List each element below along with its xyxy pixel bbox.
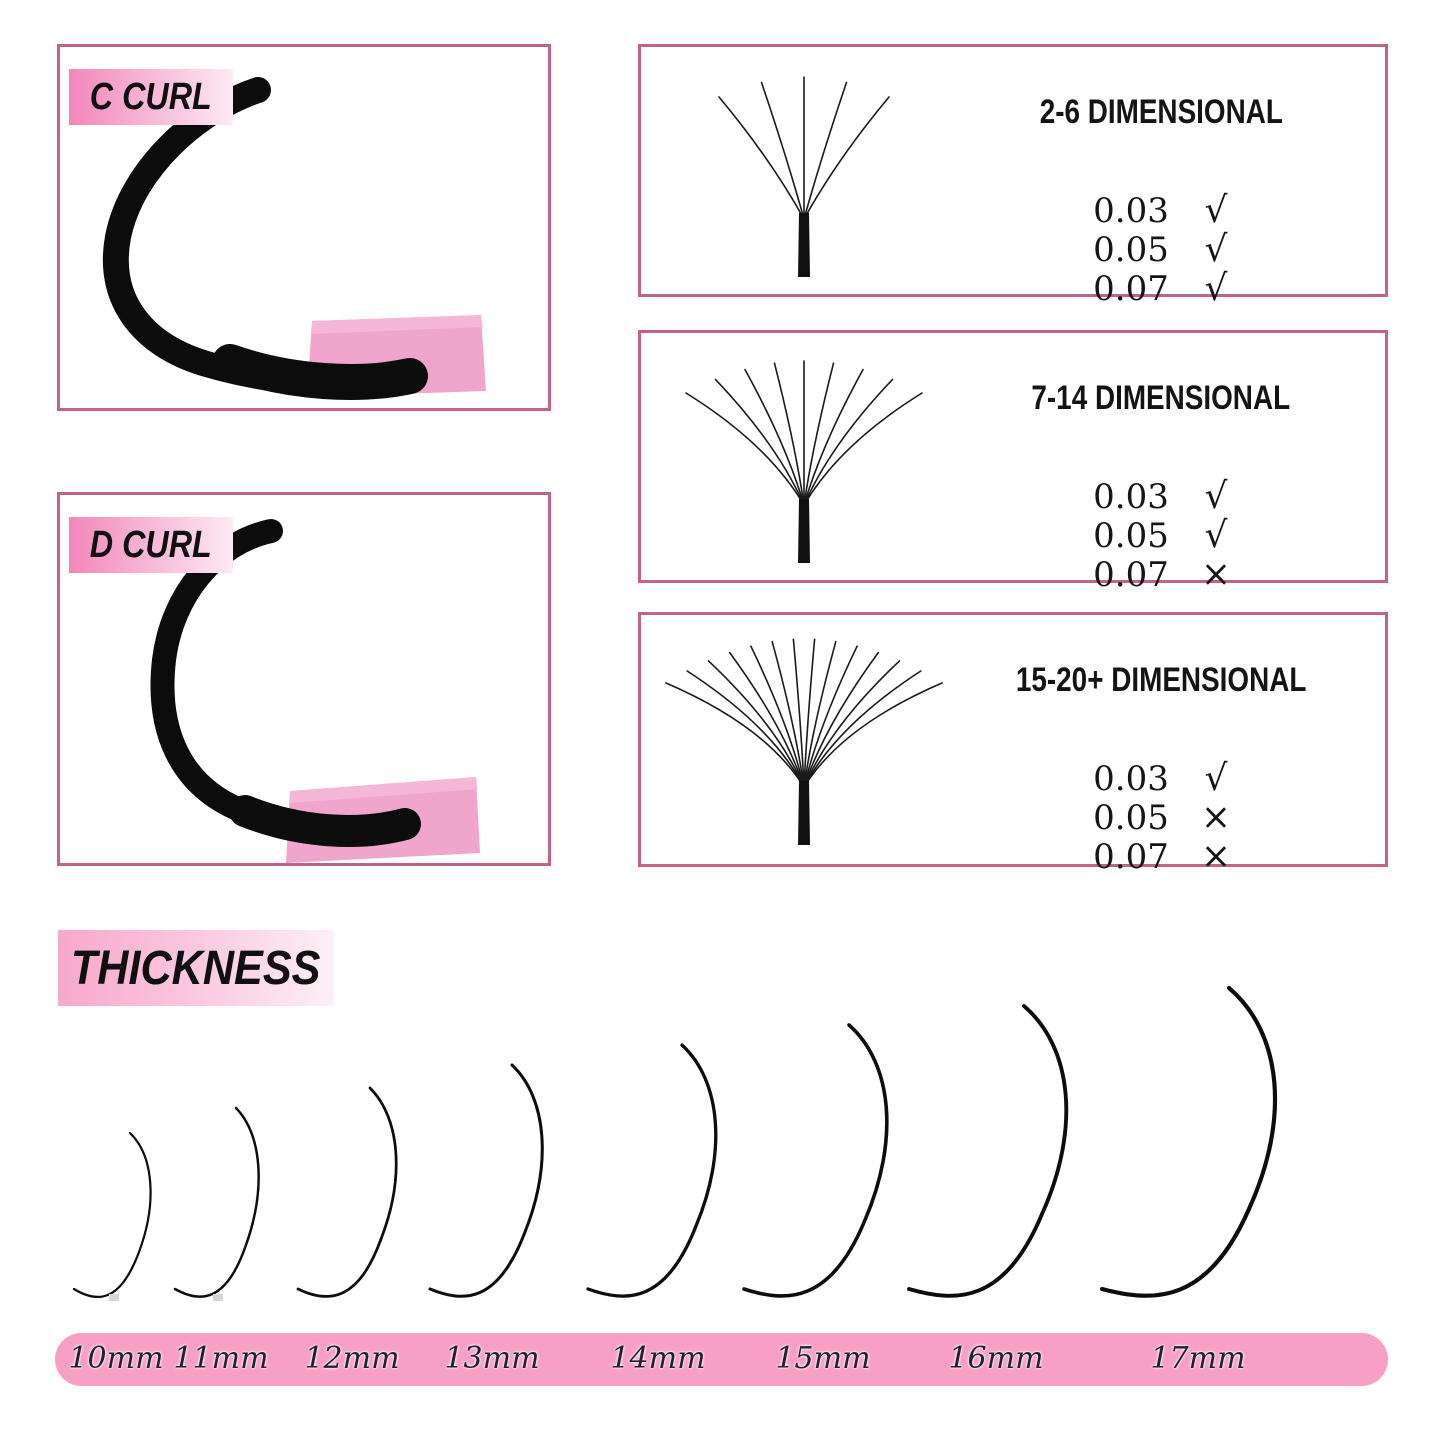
c-curl-card [57, 44, 551, 411]
availability-mark: √ [1204, 515, 1228, 556]
availability-mark: √ [1204, 758, 1228, 799]
availability-mark: × [1200, 836, 1232, 877]
thickness-row [951, 759, 1371, 798]
d-curl-lash-foot [245, 811, 405, 831]
availability-mark: √ [1204, 268, 1228, 309]
lash-length-curve [72, 1130, 167, 1305]
dimensional-card-2-6 [638, 44, 1388, 309]
thickness-row [951, 837, 1371, 876]
c-curl-label: C CURL [89, 75, 212, 118]
thickness-value: 0.07 [1093, 836, 1169, 877]
c-curl-lash-foot [230, 362, 410, 382]
tape-mark [213, 1294, 223, 1301]
thickness-heading: THICKNESS [71, 941, 321, 995]
length-label: 17mm [1150, 1341, 1246, 1376]
fan-lash-stroke [745, 370, 804, 505]
dimensional-text-block [951, 659, 1371, 877]
thickness-row [951, 477, 1371, 516]
thickness-value: 0.03 [1093, 758, 1169, 799]
lash-fan-icon [661, 631, 961, 861]
thickness-value: 0.07 [1093, 554, 1169, 595]
thickness-value: 0.07 [1093, 268, 1169, 309]
tape-mark [109, 1294, 119, 1301]
fan-stem [798, 213, 810, 277]
lash-length-curve [428, 1062, 566, 1305]
fan-lash-stroke [804, 370, 863, 505]
lash-length-curve [742, 1022, 917, 1305]
fan-lash-stroke [804, 82, 847, 219]
length-label: 14mm [610, 1341, 706, 1376]
dimensional-card-7-14 [638, 330, 1388, 595]
d-curl-label-badge [69, 517, 233, 573]
thickness-row [951, 516, 1371, 555]
length-curve-stroke [74, 1133, 151, 1297]
dimensional-heading: 7-14 DIMENSIONAL [1031, 378, 1291, 417]
length-curve-stroke [744, 1025, 887, 1296]
availability-mark: × [1200, 554, 1232, 595]
length-curve-stroke [909, 1006, 1066, 1296]
length-label: 15mm [775, 1341, 871, 1376]
dimensional-text-block [951, 91, 1371, 309]
thickness-row [951, 555, 1371, 594]
fan-stem [798, 499, 810, 563]
availability-mark: √ [1204, 190, 1228, 231]
length-curve-stroke [175, 1108, 259, 1297]
lash-length-curve [907, 1003, 1099, 1305]
availability-mark: × [1200, 797, 1232, 838]
length-label: 10mm [68, 1341, 164, 1376]
lash-length-curve [586, 1042, 743, 1305]
thickness-row [951, 230, 1371, 269]
length-label: 12mm [304, 1341, 400, 1376]
fan-lash-stroke [762, 82, 805, 219]
fan-lash-stroke [730, 653, 804, 787]
length-label: 11mm [173, 1341, 269, 1376]
dimensional-heading: 2-6 DIMENSIONAL [1039, 92, 1283, 131]
lash-fan-icon [661, 63, 961, 293]
lash-length-curve [296, 1085, 417, 1305]
lash-fan-icon [661, 349, 961, 579]
length-curve-stroke [588, 1045, 716, 1296]
thickness-value: 0.03 [1093, 190, 1169, 231]
dimensional-heading: 15-20+ DIMENSIONAL [1015, 660, 1307, 699]
thickness-row [951, 798, 1371, 837]
length-curve-stroke [298, 1088, 396, 1297]
availability-mark: √ [1204, 476, 1228, 517]
fan-lash-stroke [719, 97, 804, 219]
fan-lash-stroke [666, 683, 804, 787]
thickness-value: 0.05 [1093, 797, 1169, 838]
thickness-value: 0.05 [1093, 229, 1169, 270]
fan-lash-stroke [804, 97, 889, 219]
length-curve-stroke [430, 1065, 542, 1296]
d-curl-label: D CURL [89, 523, 212, 566]
fan-lash-stroke [804, 683, 942, 787]
lash-length-curve [1100, 985, 1312, 1305]
dimensional-text-block [951, 377, 1371, 595]
availability-mark: √ [1204, 229, 1228, 270]
thickness-row [951, 191, 1371, 230]
fan-stem [798, 781, 810, 845]
dimensional-card-15-20 [638, 612, 1388, 877]
thickness-row [951, 269, 1371, 308]
c-curl-label-badge [69, 69, 233, 125]
thickness-value: 0.03 [1093, 476, 1169, 517]
d-curl-card [57, 492, 551, 866]
length-label: 13mm [444, 1341, 540, 1376]
fan-lash-stroke [804, 653, 878, 787]
thickness-value: 0.05 [1093, 515, 1169, 556]
lash-length-curve [173, 1105, 277, 1305]
length-curve-stroke [1102, 988, 1275, 1296]
thickness-heading-badge [58, 930, 334, 1006]
length-label: 16mm [948, 1341, 1044, 1376]
